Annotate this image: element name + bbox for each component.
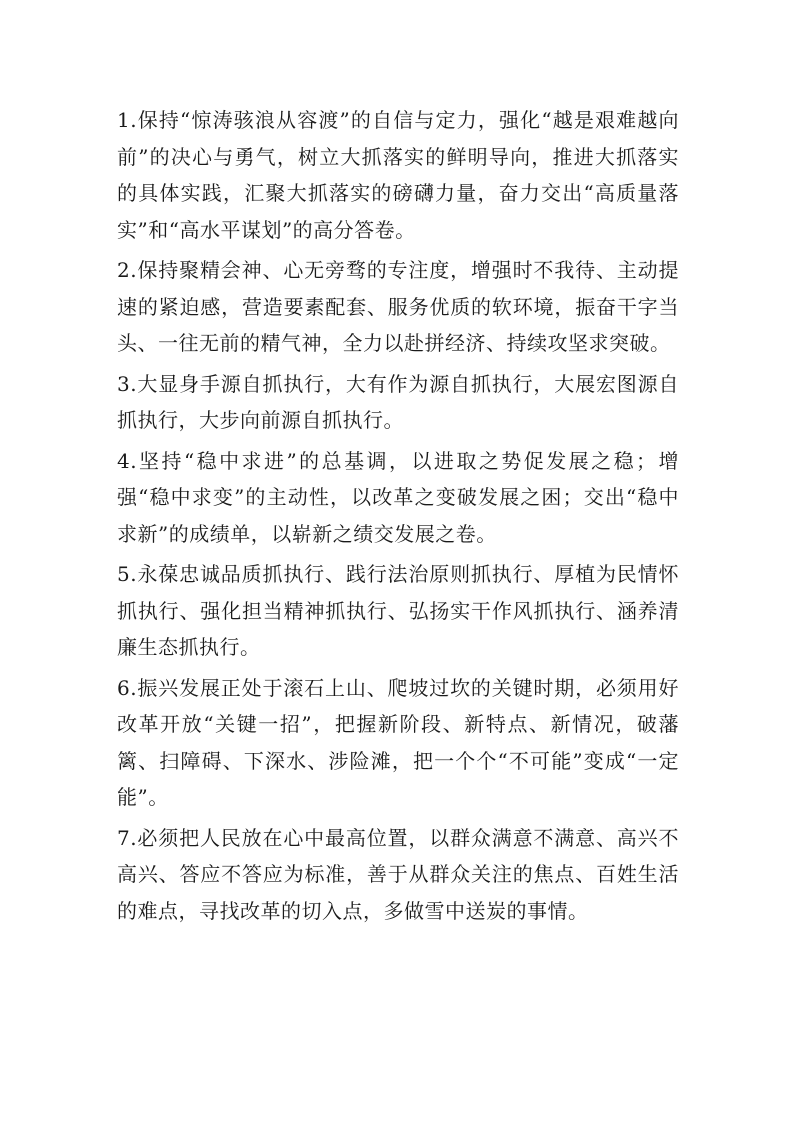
- paragraph-4: 4.坚持“稳中求进”的总基调，以进取之势促发展之稳；增强“稳中求变”的主动性，以改革之变破发展之困；交出“稳中求新”的成绩单，以崭新之绩交发展之卷。: [117, 448, 679, 546]
- paragraph-5: 5.永葆忠诚品质抓执行、践行法治原则抓执行、厚植为民情怀抓执行、强化担当精神抓执行、弘扬实干作风抓执行、涵养清廉生态抓执行。: [117, 562, 679, 659]
- paragraph-3: 3.大显身手源自抓执行，大有作为源自抓执行，大展宏图源自抓执行，大步向前源自抓执行。: [117, 371, 679, 432]
- paragraph-6: 6.振兴发展正处于滚石上山、爬坡过坎的关键时期，必须用好改革开放“关键一招”，把握新阶段、新特点、新情况，破藩篱、扫障碍、下深水、涉险滩，把一个个“不可能”变成“一定能”。: [117, 675, 679, 809]
- paragraph-2: 2.保持聚精会神、心无旁骛的专注度，增强时不我待、主动提速的紧迫感，营造要素配套、服务优质的软环境，振奋干字当头、一往无前的精气神，全力以赴拼经济、持续攻坚求突破。: [117, 258, 679, 355]
- document-body: [117, 102, 679, 933]
- paragraph-7: 7.必须把人民放在心中最高位置，以群众满意不满意、高兴不高兴、答应不答应为标准，善于从群众关注的焦点、百姓生活的难点，寻找改革的切入点，多做雪中送炭的事情。: [117, 825, 679, 923]
- paragraph-1: 1.保持“惊涛骇浪从容渡”的自信与定力，强化“越是艰难越向前”的决心与勇气，树立大抓落实的鲜明导向，推进大抓落实的具体实践，汇聚大抓落实的磅礴力量，奋力交出“高质量落实”和“高水平谋划”的高分答卷。: [117, 108, 679, 242]
